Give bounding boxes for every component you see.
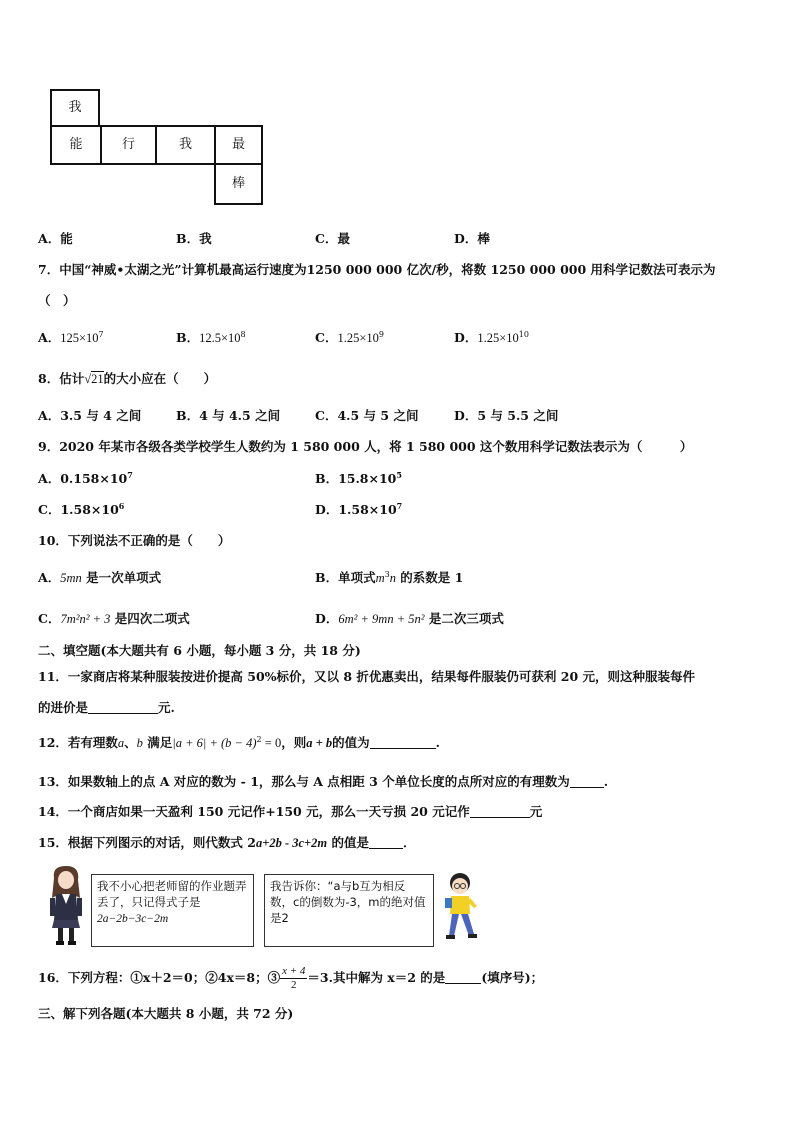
q8-stem-pre: 8．估计 (38, 371, 85, 386)
net-cell-row-2: 行 (100, 125, 157, 165)
q7-d-label: D． (454, 330, 478, 345)
q10-b-text: 的系数是 1 (395, 570, 464, 585)
left-bubble-text: 我不小心把老师留的作业题弄丢了，只记得式子是 (97, 879, 247, 909)
q10-c-math: 7m²n² + 3 (60, 612, 111, 626)
q7-option-b (176, 328, 246, 346)
q12-var-a: a (117, 736, 125, 750)
q7-d-exp: 10 (518, 330, 529, 339)
q15-stem (38, 833, 416, 851)
q7-stem: 7．中国“神威•太湖之光”计算机最高运行速度为1250 000 000 亿次/秒，将数 1250 000 000 用科学记数法可表示为 (38, 262, 716, 277)
q7-c-label: C． (315, 330, 338, 345)
q10-option-d (315, 609, 504, 627)
net-cell-row-3: 我 (155, 125, 216, 165)
q9-option-d (315, 500, 402, 518)
q9-a-base: A．0.158×10 (38, 471, 128, 486)
q7-d-base: 1.25×10 (477, 331, 519, 345)
q8-radicand: 21 (91, 372, 104, 386)
q7-a-base: 125×10 (60, 331, 99, 345)
boy-illustration (440, 872, 480, 944)
q9-c-exp: 6 (118, 501, 125, 511)
right-bubble-text: 我告诉你：“a与b互为相反数，c的倒数为-3，m的绝对值是2 (270, 879, 426, 925)
q13-answer-blank[interactable] (570, 775, 604, 788)
q11-line-2-pre: 的进价是 (38, 700, 89, 715)
q10-c-text: 是四次二项式 (110, 611, 190, 626)
q16-answer-blank[interactable] (445, 971, 481, 984)
right-speech-bubble (264, 874, 434, 947)
q10-c-label: C． (38, 611, 61, 626)
q9-d-exp: 7 (396, 501, 403, 511)
q10-a-label: A． (38, 570, 61, 585)
q10-option-b (315, 568, 463, 586)
q11-answer-blank[interactable] (88, 701, 158, 714)
q16-frac-den: 2 (291, 979, 297, 991)
q8-option-d: D．5 与 5.5 之间 (454, 408, 559, 423)
q14-pre: 14．一个商店如果一天盈利 150 元记作+150 元，那么一天亏损 20 元记作 (38, 804, 470, 819)
q7-b-exp: 8 (240, 330, 246, 339)
q10-option-c (38, 609, 190, 627)
q10-stem: 10．下列说法不正确的是（ ） (38, 533, 231, 548)
q12-eq: = 0 (261, 736, 282, 750)
q15-stem-post: 的值是 (327, 835, 369, 850)
q12-sum: a + b (306, 736, 333, 750)
q12-answer-blank[interactable] (370, 736, 436, 749)
q7-a-label: A． (38, 330, 61, 345)
q15-stem-pre: 15．根据下列图示的对话，则代数式 2 (38, 835, 256, 850)
q12-pre: 12．若有理数 (38, 735, 118, 750)
q12-expr: |a + 6| + (b − 4) (172, 736, 257, 750)
q7-a-exp: 7 (98, 330, 104, 339)
q10-option-a (38, 568, 161, 586)
q13-end: . (603, 774, 609, 789)
q6-option-d: D．棒 (454, 231, 490, 246)
q6-option-a: A．能 (38, 231, 73, 246)
q12-tail: 的值为 (332, 735, 370, 750)
q15-end: ． (403, 835, 416, 850)
q14-answer-blank[interactable] (470, 805, 530, 818)
net-cell-top: 我 (50, 89, 100, 127)
net-cell-row-4: 最 (214, 125, 263, 165)
q9-c-base: C．1.58×10 (38, 502, 119, 517)
q8-stem (38, 369, 216, 387)
girl-illustration (44, 864, 88, 946)
q7-paren: （ ） (38, 293, 76, 308)
section-3-heading: 三、解下列各题(本大题共 8 小题，共 72 分) (38, 1006, 294, 1021)
q14-end: 元 (529, 804, 543, 819)
left-speech-bubble (91, 874, 254, 947)
section-2-heading: 二、填空题(本大题共有 6 小题，每小题 3 分，共 18 分) (38, 643, 361, 658)
q7-option-a (38, 328, 104, 346)
q15-expr: a+2b - 3c+2m (255, 836, 328, 850)
q12-post: ，则 (281, 735, 307, 750)
q12-end: . (435, 735, 440, 750)
q8-option-a: A．3.5 与 4 之间 (38, 408, 142, 423)
net-cell-bottom: 棒 (214, 163, 263, 205)
q16-end: (填序号)； (481, 970, 544, 985)
q11-line-2 (38, 698, 175, 716)
q10-b-label: B．单项式 (315, 570, 376, 585)
q10-b-m: m (375, 571, 385, 585)
q8-stem-post: 的大小应在（ ） (103, 371, 217, 386)
left-bubble-math: 2a−2b−3c−2m (97, 913, 169, 925)
q10-b-n: n (389, 571, 396, 585)
q16-post: ＝3.其中解为 x＝2 的是 (307, 970, 446, 985)
q9-option-a (38, 469, 133, 487)
q9-option-c (38, 500, 124, 518)
q7-option-c (315, 328, 384, 346)
q7-b-base: 12.5×10 (199, 331, 241, 345)
net-cell-row-1: 能 (50, 125, 102, 165)
q12-sep: 、 (124, 735, 137, 750)
q9-stem: 9．2020 年某市各级各类学校学生人数约为 1 580 000 人，将 1 580 000 这个数用科学记数法表示为（ ） (38, 439, 693, 454)
q10-d-label: D． (315, 611, 339, 626)
q8-option-b: B．4 与 4.5 之间 (176, 408, 281, 423)
q8-option-c: C．4.5 与 5 之间 (315, 408, 419, 423)
q7-option-d (454, 328, 529, 346)
q16-fraction (280, 965, 307, 992)
q6-option-b: B．我 (176, 231, 212, 246)
q10-a-math: 5mn (60, 571, 82, 585)
q9-b-exp: 5 (396, 470, 402, 480)
q14-line (38, 802, 542, 820)
q9-a-exp: 7 (127, 470, 133, 480)
q15-answer-blank[interactable] (369, 836, 403, 849)
q10-b-exp: 3 (384, 570, 390, 579)
q12-exp: 2 (256, 735, 262, 744)
q13-line (38, 772, 608, 790)
q7-c-exp: 9 (378, 330, 384, 339)
q7-c-base: 1.25×10 (337, 331, 379, 345)
q9-d-base: D．1.58×10 (315, 502, 397, 517)
q11-line-1: 11．一家商店将某种服装按进价提高 50%标价，又以 8 折优惠卖出，结果每件服装仍可获利 20 元，则这种服装每件 (38, 669, 696, 684)
q16-frac-num: x + 4 (282, 965, 306, 977)
q16-line (38, 965, 543, 992)
q10-d-text: 是二次三项式 (424, 611, 504, 626)
q9-option-b (315, 469, 402, 487)
q10-a-text: 是一次单项式 (81, 570, 162, 585)
q6-option-c: C．最 (315, 231, 350, 246)
q7-b-label: B． (176, 330, 200, 345)
q12-mid: 满足 (142, 735, 173, 750)
q13-pre: 13．如果数轴上的点 A 对应的数为 - 1，那么与 A 点相距 3 个单位长度的点所对应的有理数为 (38, 774, 570, 789)
q10-d-math: 6m² + 9mn + 5n² (338, 612, 425, 626)
q16-pre: 16．下列方程：①x＋2＝0；②4x＝8；③ (38, 970, 281, 985)
q11-line-2-post: 元. (158, 700, 175, 715)
q8-sqrt: √21 (84, 372, 104, 386)
q12-var-b: b (136, 736, 143, 750)
q9-b-base: B．15.8×10 (315, 471, 397, 486)
q12-line (38, 733, 440, 751)
